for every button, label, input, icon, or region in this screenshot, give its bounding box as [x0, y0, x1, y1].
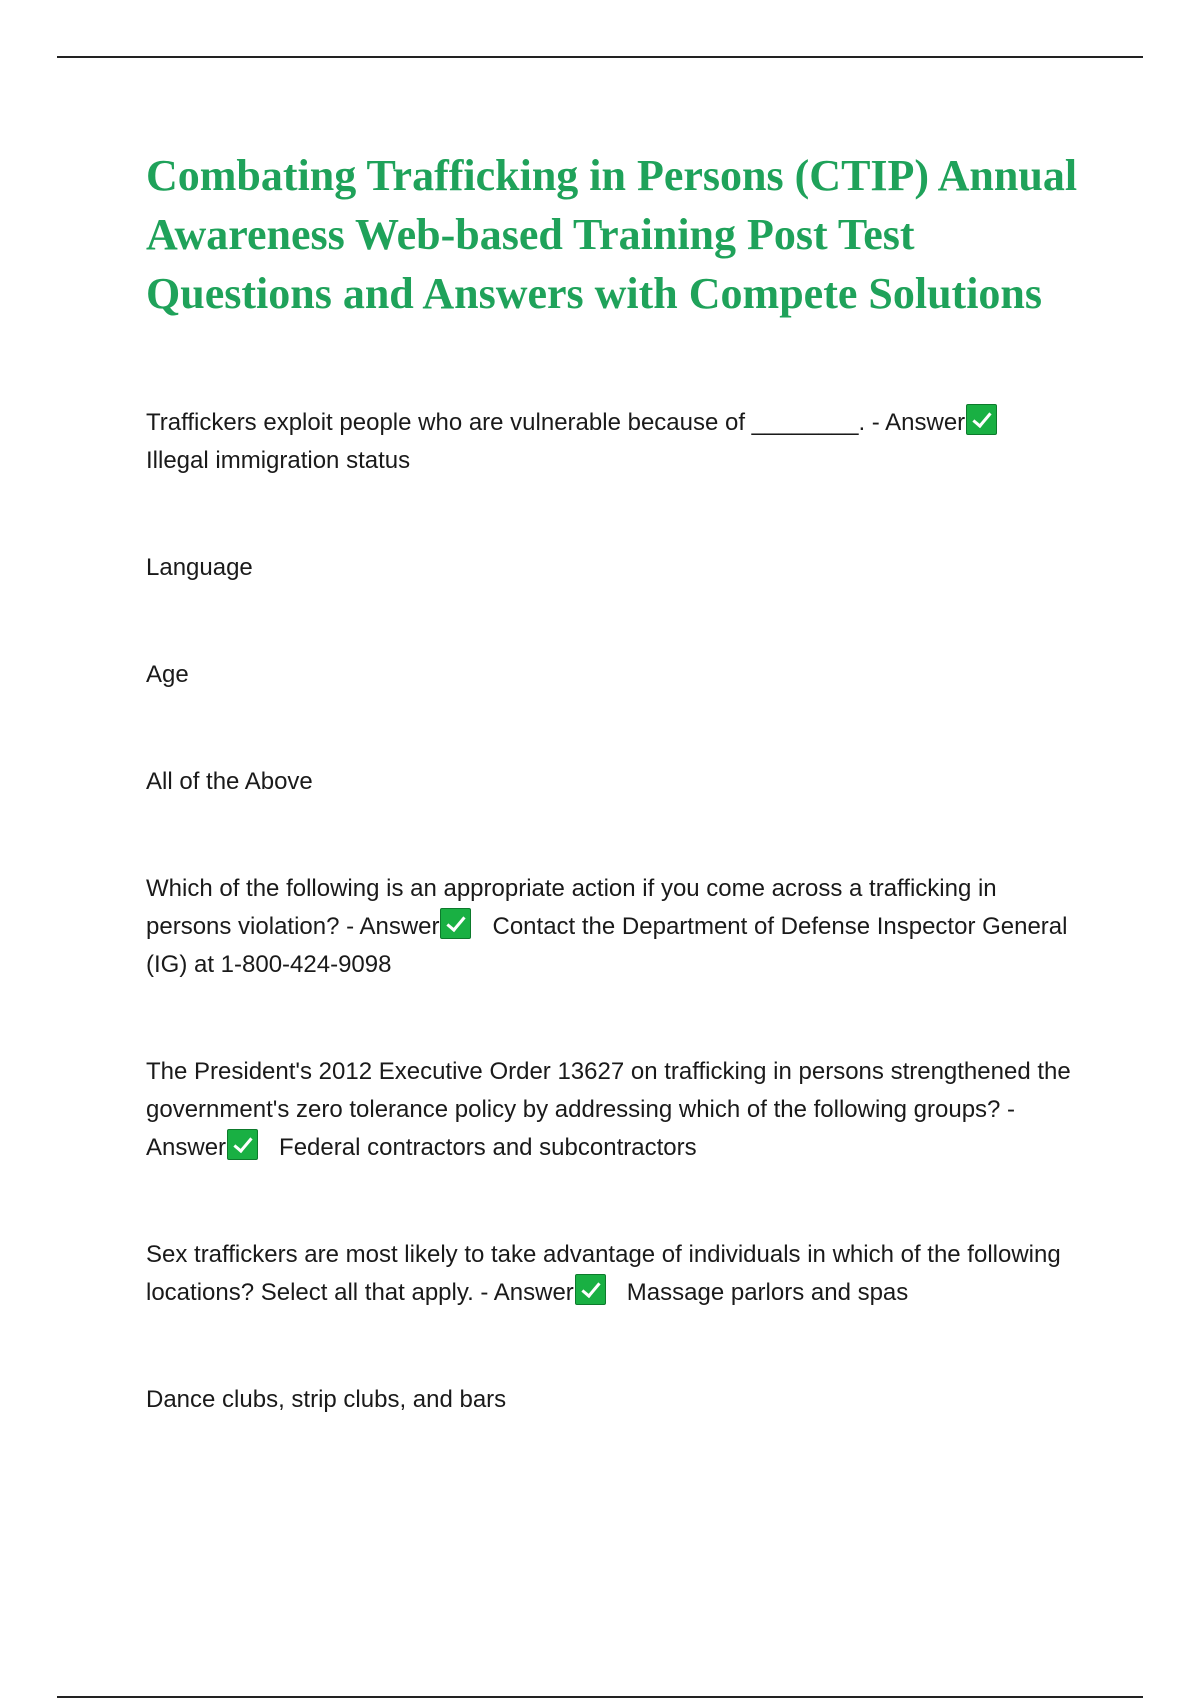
question-4: [146, 1236, 1086, 1312]
answer-text: Contact the Department of Defense Inspector General (IG) at 1-800-424-9098: [146, 913, 1068, 978]
option-text: Age: [146, 661, 189, 688]
question-text: Traffickers exploit people who are vulnerable because of ________. - Answer: [146, 409, 966, 436]
footer-rule: [57, 1696, 1143, 1698]
answer-text: Federal contractors and subcontractors: [279, 1134, 697, 1161]
question-1: [146, 404, 1086, 480]
question-text: The President's 2012 Executive Order 13627 on trafficking in persons strengthened the government's zero tolerance policy by addressing which of the following groups? - Answer: [146, 1058, 1071, 1161]
option-text: Language: [146, 554, 253, 581]
question-text: Sex traffickers are most likely to take advantage of individuals in which of the following locations? Select all that apply. - Answer: [146, 1241, 1061, 1306]
qa-content: [146, 404, 1086, 1419]
answer-text: Massage parlors and spas: [626, 1279, 909, 1306]
check-mark-icon: [227, 1129, 258, 1160]
check-mark-icon: [440, 908, 471, 939]
check-mark-icon: [575, 1274, 606, 1305]
check-mark-icon: [966, 404, 997, 435]
question-3: [146, 1053, 1086, 1167]
option-text: All of the Above: [146, 768, 313, 795]
header-rule: [57, 56, 1143, 58]
option-text: Dance clubs, strip clubs, and bars: [146, 1386, 507, 1413]
question-2: [146, 870, 1086, 984]
answer-text: Illegal immigration status: [146, 447, 411, 474]
document-title: Combating Trafficking in Persons (CTIP) Annual Awareness Web-based Training Post Test Questions and Answers with Compete Solutions: [146, 151, 1078, 318]
question-text: Which of the following is an appropriate action if you come across a trafficking in persons violation? - Answer: [146, 875, 997, 940]
